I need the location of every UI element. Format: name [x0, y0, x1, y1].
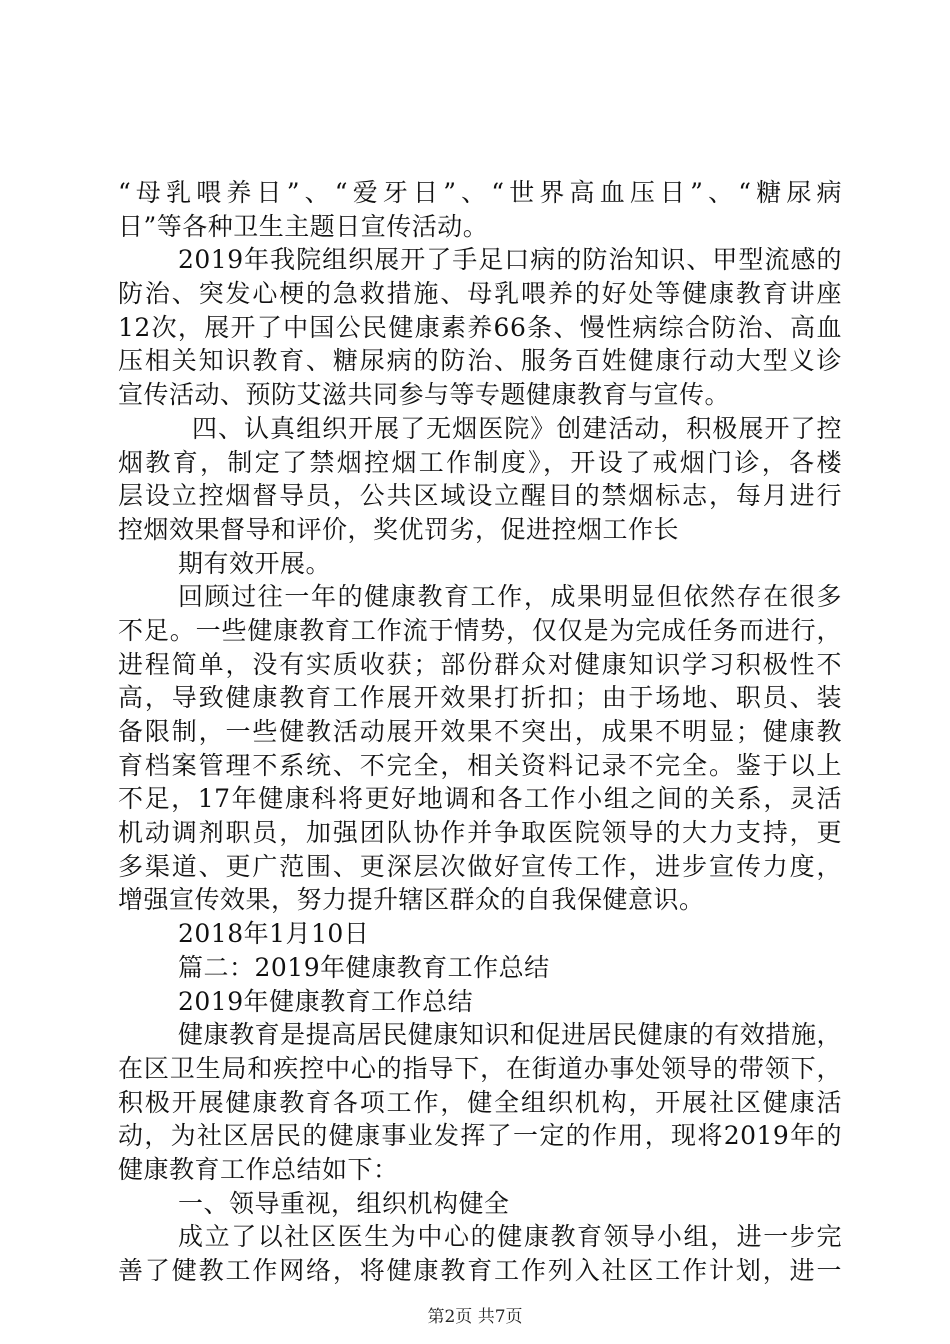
section-heading: 篇二：2019年健康教育工作总结	[178, 952, 550, 982]
page-number-footer: 第2页 共7页	[427, 1307, 523, 1327]
text-line: 层设立控烟督导员，公共区域设立醒目的禁烟标志，每月进行	[118, 481, 842, 511]
text-line: 动，为社区居民的健康事业发挥了一定的作用，现将2019年的	[118, 1121, 842, 1151]
text-line: 健康教育工作总结如下：	[118, 1154, 399, 1184]
section-heading: 一、领导重视，组织机构健全	[178, 1188, 510, 1218]
text-line: 宣传活动、预防艾滋共同参与等专题健康教育与宣传。	[118, 380, 731, 410]
document-title: 2019年健康教育工作总结	[178, 986, 474, 1016]
text-line: 高，导致健康教育工作展开效果打折扣；由于场地、职员、装	[118, 683, 842, 713]
text-line: 育档案管理不系统、不完全，相关资料记录不完全。鉴于以上	[118, 750, 842, 780]
text-line: 烟教育，制定了禁烟控烟工作制度》，开设了戒烟门诊，各楼	[118, 447, 842, 477]
text-line: 12次，展开了中国公民健康素养66条、慢性病综合防治、高血	[118, 312, 842, 342]
date-line: 2018年1月10日	[178, 919, 370, 949]
text-line: 在区卫生局和疾控中心的指导下，在街道办事处领导的带领下，	[118, 1053, 842, 1083]
text-line: 增强宣传效果，努力提升辖区群众的自我保健意识。	[118, 885, 705, 915]
text-line: 备限制，一些健教活动展开效果不突出，成果不明显；健康教	[118, 717, 842, 746]
text-line: 成立了以社区医生为中心的健康教育领导小组，进一步完	[178, 1222, 842, 1252]
text-line: 善了健教工作网络，将健康教育工作列入社区工作计划，进一	[118, 1256, 842, 1285]
text-line: 压相关知识教育、糖尿病的防治、服务百姓健康行动大型义诊	[118, 346, 842, 376]
text-line: 进程简单，没有实质收获；部份群众对健康知识学习积极性不	[118, 649, 842, 679]
text-line: 日”等各种卫生主题日宣传活动。	[118, 211, 489, 241]
text-line: 期有效开展。	[178, 548, 332, 578]
document-body	[118, 176, 842, 1288]
text-line: 四、认真组织开展了无烟医院》创建活动，积极展开了控	[192, 413, 842, 443]
text-line: “母乳喂养日”、“爱牙日”、“世界高血压日”、“糖尿病	[118, 178, 842, 207]
text-line: 积极开展健康教育各项工作，健全组织机构，开展社区健康活	[118, 1087, 842, 1117]
text-line: 不足。一些健康教育工作流于情势，仅仅是为完成任务而进行，	[118, 615, 842, 645]
text-line: 不足，17年健康科将更好地调和各工作小组之间的关系，灵活	[118, 784, 842, 814]
text-line: 机动调剂职员，加强团队协作并争取医院领导的大力支持，更	[118, 818, 842, 848]
text-line: 健康教育是提高居民健康知识和促进居民健康的有效措施，	[178, 1020, 842, 1050]
text-line: 回顾过往一年的健康教育工作，成果明显但依然存在很多	[178, 582, 842, 612]
text-line: 防治、突发心梗的急救措施、母乳喂养的好处等健康教育讲座	[118, 279, 842, 309]
text-line: 2019年我院组织展开了手足口病的防治知识、甲型流感的	[178, 245, 842, 275]
text-line: 控烟效果督导和评价，奖优罚劣，促进控烟工作长	[118, 514, 680, 544]
text-line: 多渠道、更广范围、更深层次做好宣传工作，进步宣传力度，	[118, 851, 842, 881]
